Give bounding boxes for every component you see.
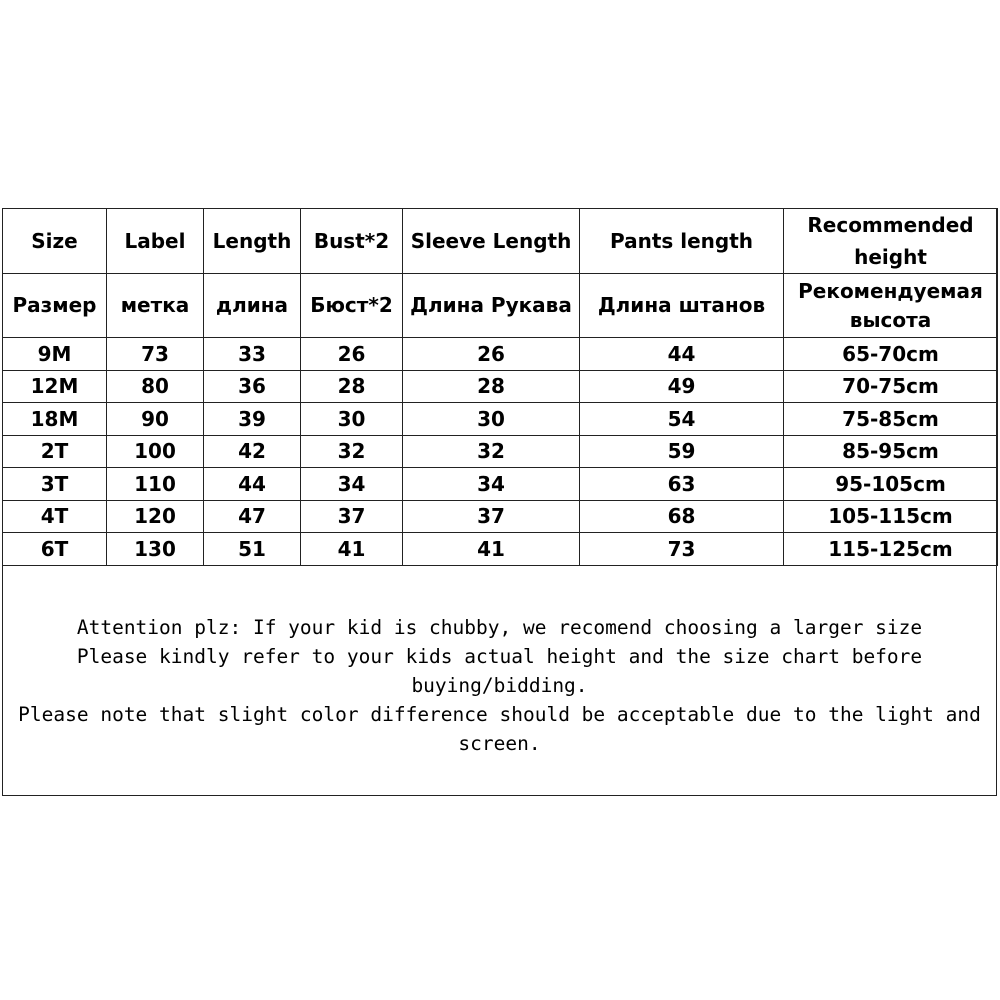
header-row-russian: [3, 274, 998, 338]
header-length-ru: длина: [204, 274, 301, 338]
cell-pants: 44: [580, 338, 784, 371]
cell-height: 70-75cm: [784, 370, 998, 403]
cell-pants: 68: [580, 500, 784, 533]
header-sleeve-length-ru: Длина Рукава: [403, 274, 580, 338]
cell-size: 3T: [3, 468, 107, 501]
cell-bust: 26: [301, 338, 403, 371]
cell-label: 130: [107, 533, 204, 566]
cell-bust: 32: [301, 435, 403, 468]
note-color-difference: Please note that slight color difference should be acceptable due to the light and screen.: [18, 703, 981, 755]
cell-pants: 59: [580, 435, 784, 468]
table-row: [3, 435, 998, 468]
attention-notes: [2, 565, 997, 796]
cell-label: 80: [107, 370, 204, 403]
header-pants-length: Pants length: [580, 209, 784, 274]
cell-height: 85-95cm: [784, 435, 998, 468]
cell-size: 18M: [3, 403, 107, 436]
note-refer-height: Please kindly refer to your kids actual height and the size chart before buying/bidding.: [76, 645, 923, 697]
header-recommended-height-ru: Рекомендуемая высота: [784, 274, 998, 338]
header-size-ru: Размер: [3, 274, 107, 338]
table-row: [3, 500, 998, 533]
header-pants-length-ru: Длина штанов: [580, 274, 784, 338]
header-length: Length: [204, 209, 301, 274]
size-chart-table: [2, 208, 998, 566]
cell-height: 65-70cm: [784, 338, 998, 371]
cell-height: 105-115cm: [784, 500, 998, 533]
header-label: Label: [107, 209, 204, 274]
cell-bust: 28: [301, 370, 403, 403]
cell-length: 47: [204, 500, 301, 533]
cell-size: 6T: [3, 533, 107, 566]
cell-sleeve: 26: [403, 338, 580, 371]
cell-sleeve: 34: [403, 468, 580, 501]
cell-length: 42: [204, 435, 301, 468]
table-row: [3, 533, 998, 566]
cell-length: 39: [204, 403, 301, 436]
cell-length: 44: [204, 468, 301, 501]
table-row: [3, 338, 998, 371]
header-row-english: [3, 209, 998, 274]
cell-size: 4T: [3, 500, 107, 533]
cell-sleeve: 41: [403, 533, 580, 566]
cell-bust: 30: [301, 403, 403, 436]
header-sleeve-length: Sleeve Length: [403, 209, 580, 274]
cell-pants: 49: [580, 370, 784, 403]
cell-height: 95-105cm: [784, 468, 998, 501]
cell-label: 73: [107, 338, 204, 371]
table-row: [3, 403, 998, 436]
table-row: [3, 370, 998, 403]
header-label-ru: метка: [107, 274, 204, 338]
cell-sleeve: 32: [403, 435, 580, 468]
cell-sleeve: 28: [403, 370, 580, 403]
cell-label: 110: [107, 468, 204, 501]
header-size: Size: [3, 209, 107, 274]
cell-pants: 73: [580, 533, 784, 566]
header-recommended-height: Recommended height: [784, 209, 998, 274]
cell-size: 2T: [3, 435, 107, 468]
cell-length: 36: [204, 370, 301, 403]
note-chubby: Attention plz: If your kid is chubby, we recomend choosing a larger size: [76, 616, 923, 639]
cell-size: 12M: [3, 370, 107, 403]
cell-bust: 34: [301, 468, 403, 501]
cell-label: 100: [107, 435, 204, 468]
cell-height: 75-85cm: [784, 403, 998, 436]
cell-length: 33: [204, 338, 301, 371]
cell-sleeve: 37: [403, 500, 580, 533]
cell-pants: 54: [580, 403, 784, 436]
cell-label: 90: [107, 403, 204, 436]
cell-sleeve: 30: [403, 403, 580, 436]
table-row: [3, 468, 998, 501]
cell-bust: 41: [301, 533, 403, 566]
cell-size: 9M: [3, 338, 107, 371]
cell-pants: 63: [580, 468, 784, 501]
cell-bust: 37: [301, 500, 403, 533]
cell-height: 115-125cm: [784, 533, 998, 566]
cell-label: 120: [107, 500, 204, 533]
header-bust-ru: Бюст*2: [301, 274, 403, 338]
header-bust: Bust*2: [301, 209, 403, 274]
cell-length: 51: [204, 533, 301, 566]
